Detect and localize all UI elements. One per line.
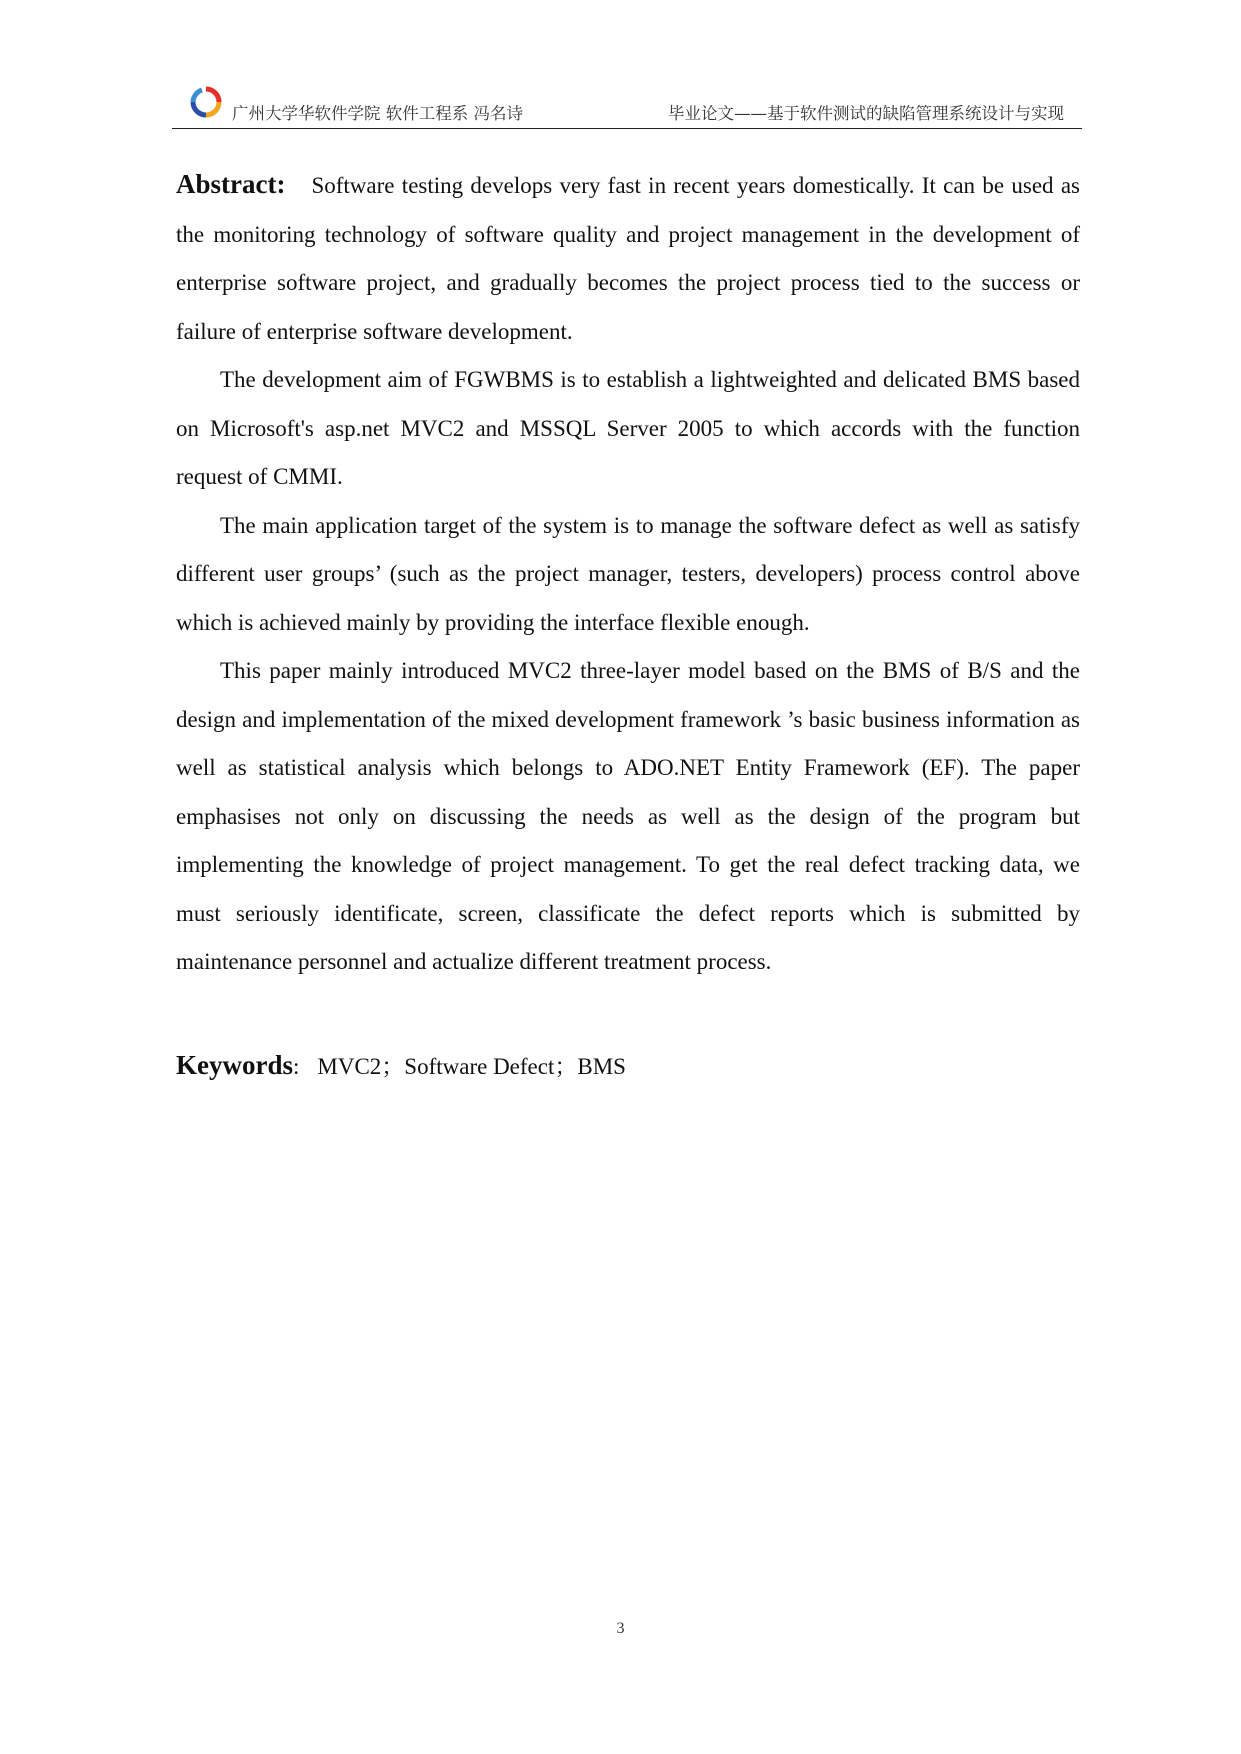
abstract-paragraph-3: The main application target of the system is to manage the software defect as well as satisfy different user groups’ (such as the project manager, testers, developers) process control above which is achieved mainly by providing the interface flexible enough. <box>176 512 1080 635</box>
abstract-paragraph-4: This paper mainly introduced MVC2 three-layer model based on the BMS of B/S and the design and implementation of the mixed development framework ’s basic business information as well as statistical analysis which belongs to ADO.NET Entity Framework (EF). The paper emphasises not only on discussing the needs as well as the design of the program but implementing the knowledge of project management. To get the real defect tracking data, we must seriously identificate, screen, classificate the defect reports which is submitted by maintenance personnel and actualize different treatment process. <box>176 658 1080 974</box>
abstract-heading: Abstract: <box>176 169 286 199</box>
header-left-text: 广州大学华软件学院 软件工程系 冯名诗 <box>232 104 523 123</box>
abstract-paragraph-1 <box>176 160 1080 356</box>
keywords-list: MVC2；Software Defect；BMS <box>317 1054 626 1079</box>
abstract-section <box>176 160 1080 987</box>
abstract-paragraph-2: The development aim of FGWBMS is to establish a lightweighted and delicated BMS based on Microsoft's asp.net MVC2 and MSSQL Server 2005 to which accords with the function request of CMMI. <box>176 367 1080 489</box>
keywords-line <box>176 1048 626 1081</box>
page-header <box>172 86 1082 129</box>
keywords-heading: Keywords <box>176 1050 293 1080</box>
abstract-paragraph-1-text: Software testing develops very fast in recent years domestically. It can be used as the monitoring technology of software quality and project management in the development of enterprise software project, and gradually becomes the project process tied to the success or failure of enterprise software development. <box>176 173 1080 344</box>
keywords-separator: : <box>293 1054 300 1079</box>
header-right-text: 毕业论文——基于软件测试的缺陷管理系统设计与实现 <box>668 104 1064 123</box>
college-logo-icon <box>190 86 222 118</box>
page-number: 3 <box>616 1620 625 1637</box>
